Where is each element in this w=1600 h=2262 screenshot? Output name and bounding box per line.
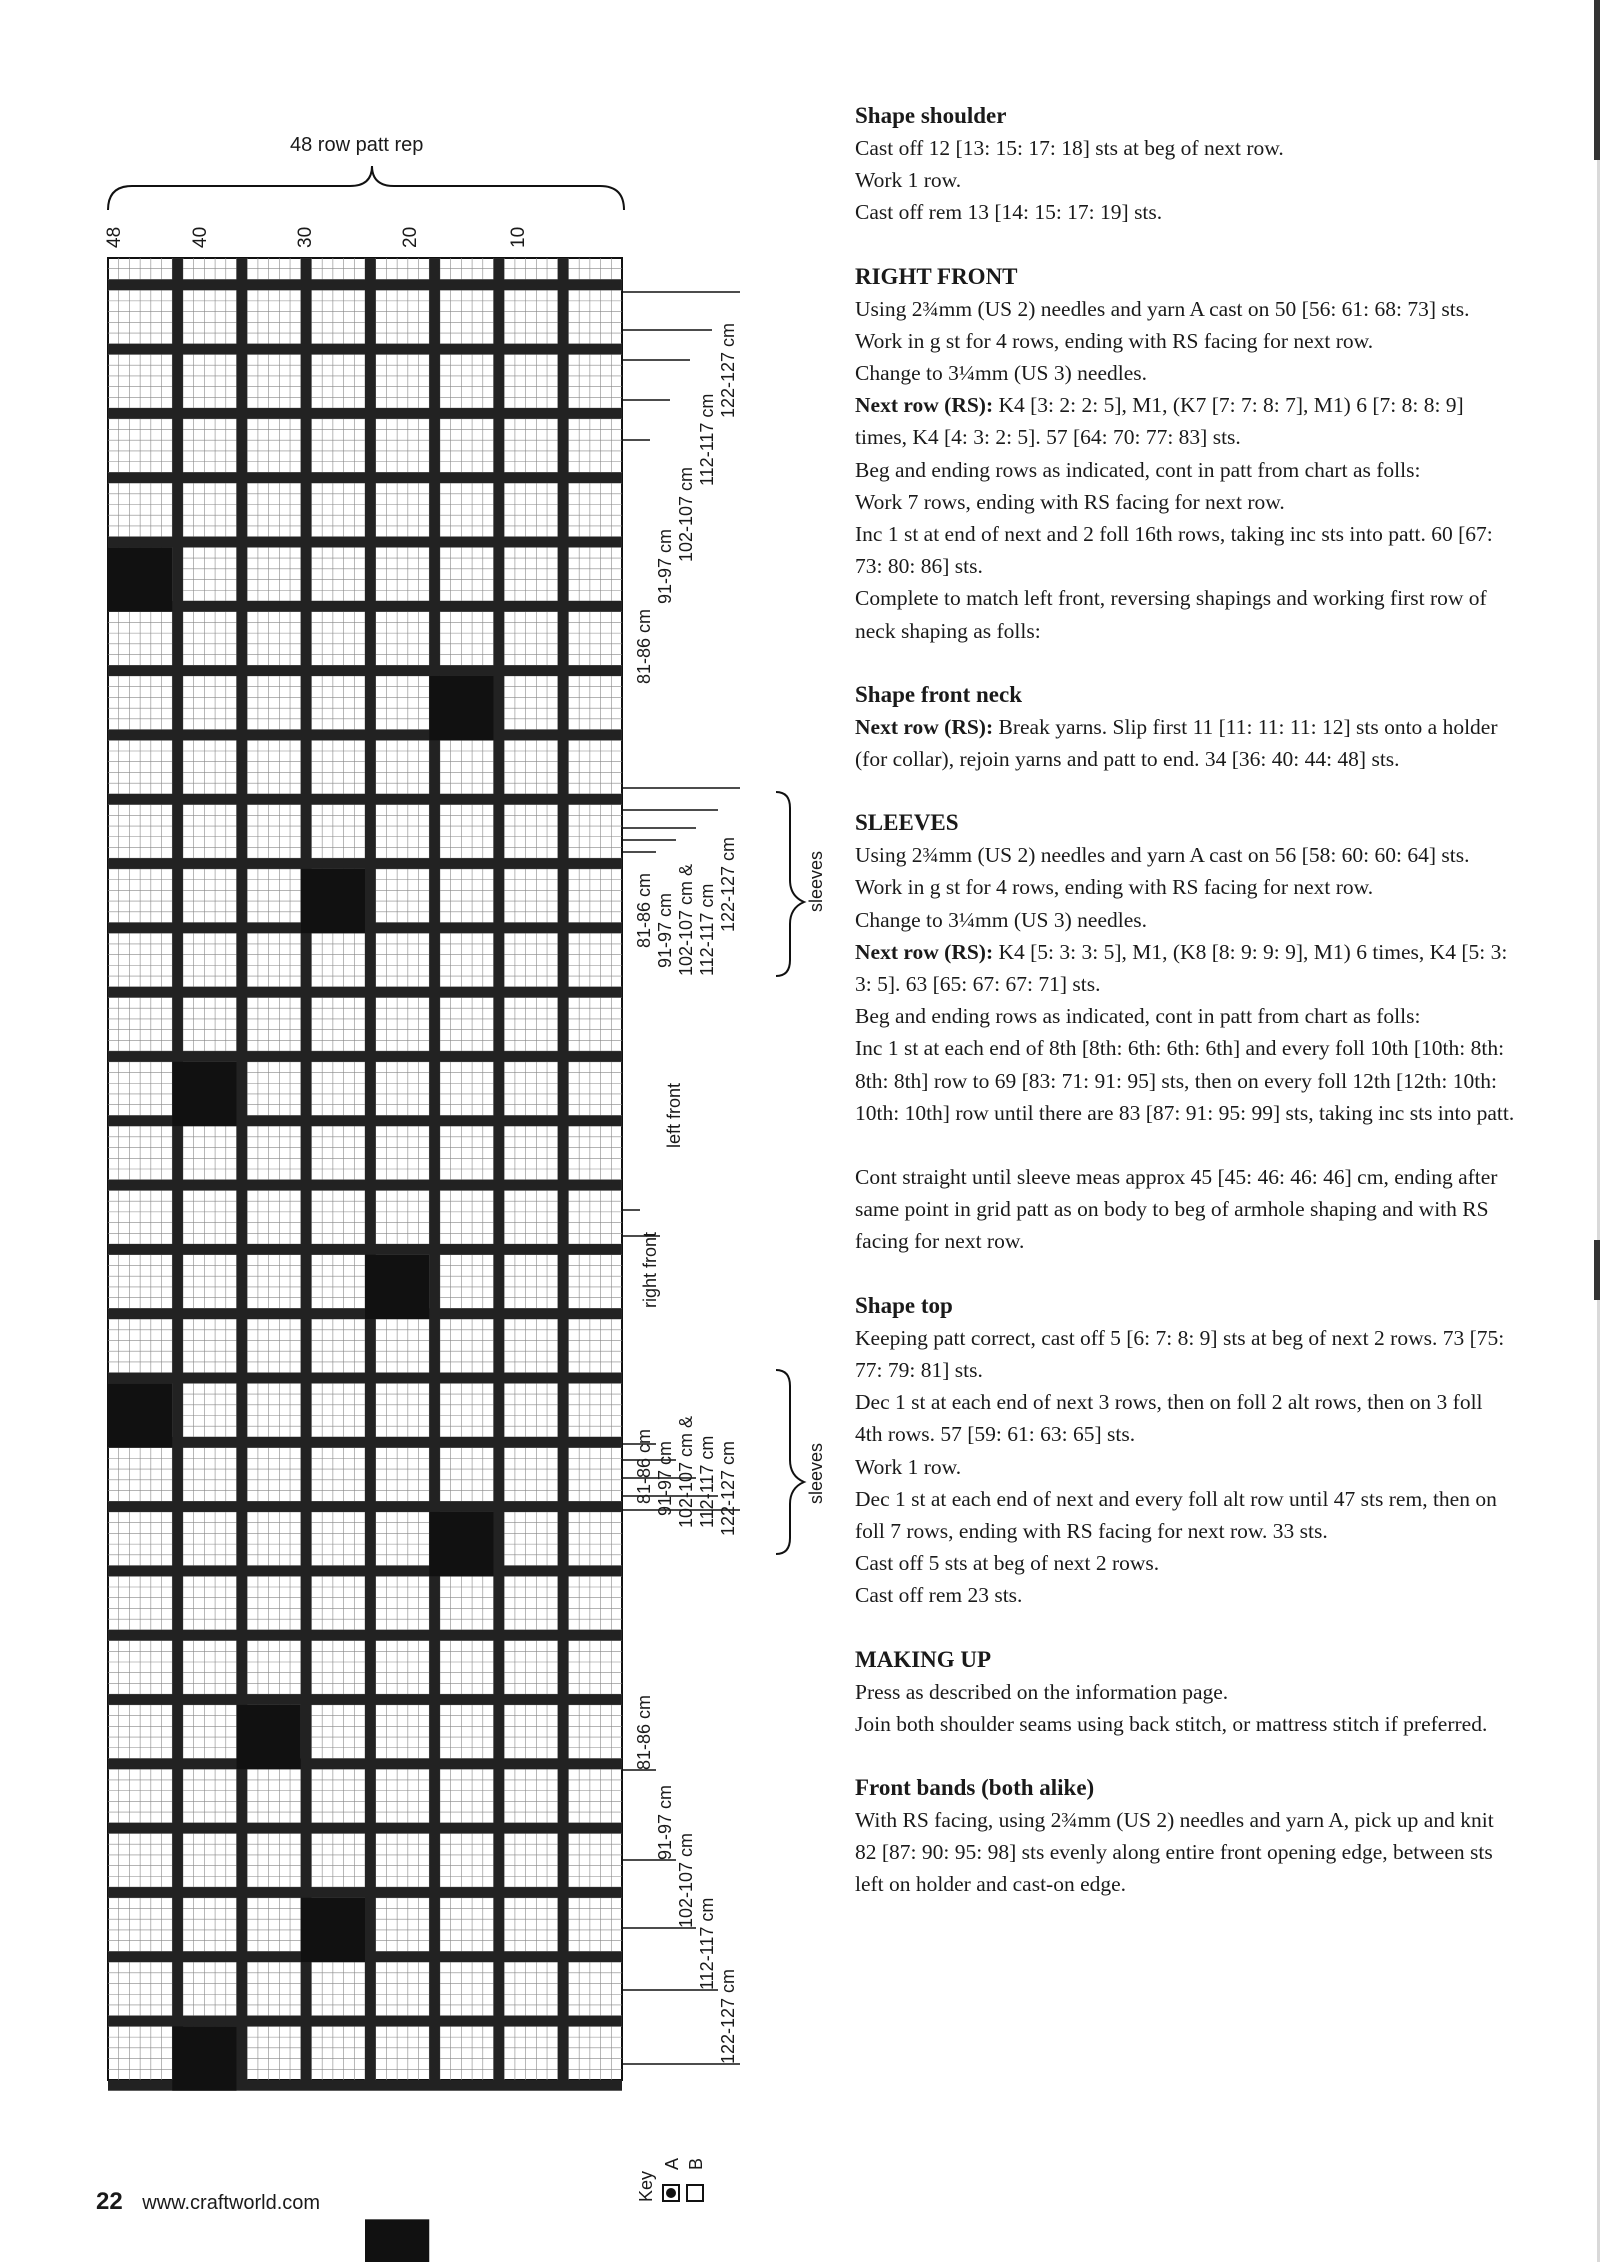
section-heading: RIGHT FRONT xyxy=(855,263,1018,289)
instruction-line: Dec 1 st at each end of next 3 rows, then on foll 2 alt rows, then on 3 foll 4th rows. 57 [59: 61: 63: 65] sts. xyxy=(855,1390,1483,1447)
instruction-line: Next row (RS): K4 [5: 3: 3: 5], M1, (K8 [8: 9: 9: 9], M1) 6 times, K4 [5: 3: 3: 5]. 63 [65: 67: 67: 71] sts. xyxy=(855,939,1508,997)
section-heading: Shape front neck xyxy=(855,681,1022,707)
right-front-label: right front xyxy=(640,1231,660,1308)
instruction-line: Work in g st for 4 rows, ending with RS facing for next row. xyxy=(855,875,1374,900)
section-heading: Shape top xyxy=(855,1292,953,1318)
instruction-line: Inc 1 st at each end of 8th [8th: 6th: 6th: 6th] and every foll 10th [10th: 8th: 8th: 8th] row to 69 [83: 71: 91: 95] sts, then on every foll 12th [12th: 10th: 10th: 10th] row until there are 83 [87: 91: 95: 99] sts, taking inc sts into patt. xyxy=(855,1036,1515,1125)
instruction-line: Dec 1 st at each end of next and every foll alt row until 47 sts rem, then on foll 7 rows, ending with RS facing for next row. 33 sts. xyxy=(855,1486,1497,1543)
size-label: 102-107 cm & xyxy=(676,1415,696,1528)
size-label: 112-117 cm xyxy=(697,1897,717,1990)
instruction-line: Inc 1 st at end of next and 2 foll 16th rows, taking inc sts into patt. 60 [67: 73: 80: 86] sts. xyxy=(855,522,1493,579)
size-label: 102-107 cm xyxy=(676,466,696,562)
repeat-label: 48 row patt rep xyxy=(290,134,424,156)
instruction-line: Join both shoulder seams using back stitch, or mattress stitch if preferred. xyxy=(855,1711,1488,1736)
instruction-line: Cont straight until sleeve meas approx 45 [45: 46: 46: 46] cm, ending after same point in grid patt as on body to beg of armhole shaping and with RS facing for next row. xyxy=(855,1165,1498,1254)
instruction-line: Cast off rem 13 [14: 15: 17: 19] sts. xyxy=(855,200,1163,225)
section-shape-shoulder xyxy=(855,100,1515,229)
key-title: Key xyxy=(636,2170,656,2202)
pattern-instructions xyxy=(855,100,1515,1933)
sleeves-label: sleeves xyxy=(806,850,826,912)
size-label: 91-97 cm xyxy=(655,892,675,968)
size-label: 122-127 cm xyxy=(718,1440,738,1536)
section-sleeves-continued xyxy=(855,1161,1515,1258)
instruction-line: Work 7 rows, ending with RS facing for next row. xyxy=(855,489,1285,514)
column-number: 40 xyxy=(190,226,211,248)
key-swatch-b xyxy=(686,2184,704,2202)
size-label: 81-86 cm xyxy=(634,608,654,684)
size-label: 122-127 cm xyxy=(718,322,738,418)
size-label: 91-97 cm xyxy=(655,1784,675,1860)
page-footer xyxy=(96,2188,320,2216)
instruction-line: Next row (RS): Break yarns. Slip first 11 [11: 11: 11: 12] sts onto a holder (for collar), rejoin yarns and patt to end. 34 [36: 40: 44: 48] sts. xyxy=(855,714,1498,772)
chart-key xyxy=(636,2126,716,2226)
key-label-b: B xyxy=(686,2157,706,2170)
size-label: 91-97 cm xyxy=(655,1440,675,1516)
section-heading: Shape shoulder xyxy=(855,103,1007,128)
column-number: 20 xyxy=(400,226,421,248)
section-shape-top xyxy=(855,1290,1515,1612)
section-making-up xyxy=(855,1644,1515,1740)
instruction-line: Next row (RS): K4 [3: 2: 2: 5], M1, (K7 [7: 7: 8: 7], M1) 6 [7: 8: 8: 9] times, K4 [4: 3: 2: 5]. 57 [64: 70: 77: 83] sts. xyxy=(855,393,1464,450)
size-label: 102-107 cm & xyxy=(676,863,696,976)
instruction-line: Beg and ending rows as indicated, cont in patt from chart as folls: xyxy=(855,1004,1421,1029)
size-label: 112-117 cm xyxy=(697,393,717,486)
section-heading: Front bands (both alike) xyxy=(855,1774,1095,1800)
page-edge-mark xyxy=(1594,0,1600,160)
page-number: 22 xyxy=(96,2188,123,2215)
instruction-line: Work 1 row. xyxy=(855,168,962,193)
size-label: 122-127 cm xyxy=(718,1968,738,2064)
instruction-line: Cast off 5 sts at beg of next 2 rows. xyxy=(855,1551,1160,1576)
column-number: 10 xyxy=(508,226,529,248)
section-sleeves xyxy=(855,807,1515,1129)
left-front-label: left front xyxy=(664,1082,684,1148)
section-right-front xyxy=(855,261,1515,647)
key-label-a: A xyxy=(662,2157,682,2170)
instruction-line: Change to 3¼mm (US 3) needles. xyxy=(855,907,1147,932)
section-heading: MAKING UP xyxy=(855,1646,992,1672)
instruction-line: With RS facing, using 2¾mm (US 2) needles and yarn A, pick up and knit 82 [87: 90: 95: 98] sts evenly along entire front opening edge, between sts left on holder and cast-on edge. xyxy=(855,1807,1494,1897)
page-edge-mark xyxy=(1594,1240,1600,1300)
size-label: 112-117 cm xyxy=(697,883,717,976)
size-label: 91-97 cm xyxy=(655,528,675,604)
instruction-line: Cast off rem 23 sts. xyxy=(855,1583,1023,1608)
column-number: 30 xyxy=(295,226,316,248)
instruction-line: Complete to match left front, reversing shapings and working first row of neck shaping as folls: xyxy=(855,586,1487,643)
instruction-line: Using 2¾mm (US 2) needles and yarn A cast on 50 [56: 61: 68: 73] sts. xyxy=(855,296,1470,321)
sleeves-label: sleeves xyxy=(806,1442,826,1504)
section-shape-front-neck xyxy=(855,679,1515,775)
size-label: 102-107 cm xyxy=(676,1832,696,1928)
instruction-line: Press as described on the information page. xyxy=(855,1679,1229,1704)
size-label: 112-117 cm xyxy=(697,1435,717,1528)
instruction-line: Change to 3¼mm (US 3) needles. xyxy=(855,361,1147,386)
instruction-line: Work in g st for 4 rows, ending with RS facing for next row. xyxy=(855,328,1374,353)
section-front-bands xyxy=(855,1772,1515,1901)
size-label: 81-86 cm xyxy=(634,1428,654,1504)
size-label: 81-86 cm xyxy=(634,1694,654,1770)
key-swatch-a xyxy=(662,2184,680,2202)
instruction-line: Using 2¾mm (US 2) needles and yarn A cast on 56 [58: 60: 60: 64] sts. xyxy=(855,843,1470,868)
instruction-line: Work 1 row. xyxy=(855,1454,962,1479)
instruction-line: Keeping patt correct, cast off 5 [6: 7: 8: 9] sts at beg of next 2 rows. 73 [75: 77: 79: 81] sts. xyxy=(855,1325,1505,1382)
size-label: 122-127 cm xyxy=(718,836,738,932)
size-label: 81-86 cm xyxy=(634,872,654,948)
column-number: 48 xyxy=(104,226,125,248)
website-url: www.craftworld.com xyxy=(142,2192,321,2214)
instruction-line: Cast off 12 [13: 15: 17: 18] sts at beg of next row. xyxy=(855,136,1284,160)
instruction-line: Beg and ending rows as indicated, cont in patt from chart as folls: xyxy=(855,457,1421,482)
section-heading: SLEEVES xyxy=(855,810,959,836)
